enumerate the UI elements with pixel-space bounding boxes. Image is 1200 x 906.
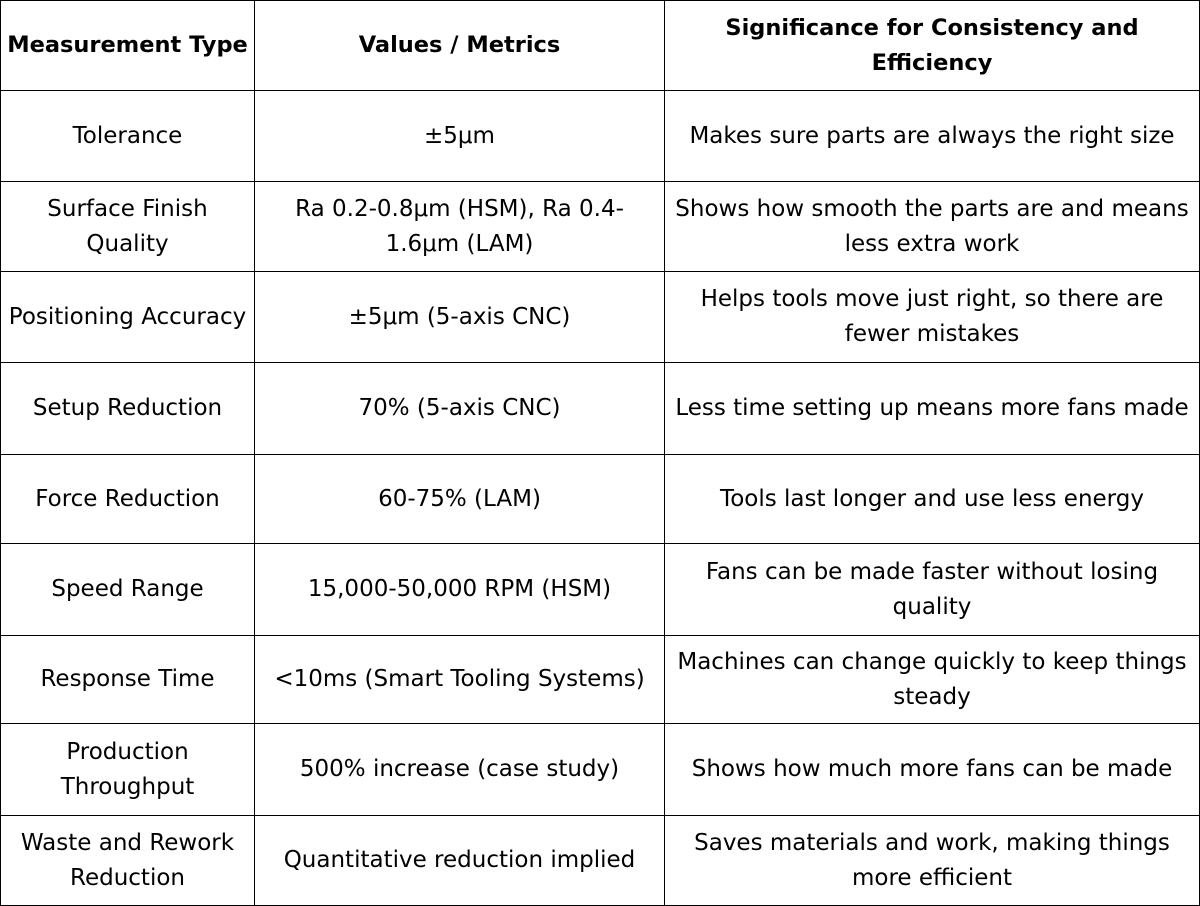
cell-significance: Helps tools move just right, so there are fewer mistakes [665, 272, 1200, 363]
cell-measurement-type: Force Reduction [1, 455, 255, 544]
column-header-measurement-type: Measurement Type [1, 1, 255, 91]
table-row [1, 544, 1200, 636]
cell-significance: Less time setting up means more fans made [665, 363, 1200, 455]
cell-measurement-type: Waste and Rework Reduction [1, 816, 255, 906]
cell-values: <10ms (Smart Tooling Systems) [255, 636, 665, 724]
cell-measurement-type: Response Time [1, 636, 255, 724]
cell-significance: Makes sure parts are always the right size [665, 91, 1200, 182]
cell-significance: Machines can change quickly to keep things steady [665, 636, 1200, 724]
cell-measurement-type: Setup Reduction [1, 363, 255, 455]
cell-measurement-type: Positioning Accuracy [1, 272, 255, 363]
cell-values: ±5μm [255, 91, 665, 182]
cell-significance: Shows how much more fans can be made [665, 724, 1200, 816]
cell-values: ±5μm (5-axis CNC) [255, 272, 665, 363]
cell-measurement-type: Surface Finish Quality [1, 182, 255, 272]
table-row [1, 724, 1200, 816]
column-header-values-metrics: Values / Metrics [255, 1, 665, 91]
cell-measurement-type: Tolerance [1, 91, 255, 182]
cell-measurement-type: Production Throughput [1, 724, 255, 816]
cell-significance: Shows how smooth the parts are and means less extra work [665, 182, 1200, 272]
cell-measurement-type: Speed Range [1, 544, 255, 636]
table-row [1, 182, 1200, 272]
cell-significance: Saves materials and work, making things more efficient [665, 816, 1200, 906]
table-row [1, 636, 1200, 724]
table-row [1, 91, 1200, 182]
cell-values: 60-75% (LAM) [255, 455, 665, 544]
cell-significance: Fans can be made faster without losing quality [665, 544, 1200, 636]
cell-values: 500% increase (case study) [255, 724, 665, 816]
table-row [1, 816, 1200, 906]
table-row [1, 363, 1200, 455]
cell-values: 70% (5-axis CNC) [255, 363, 665, 455]
column-header-significance: Significance for Consistency and Efficiency [665, 1, 1200, 91]
cell-significance: Tools last longer and use less energy [665, 455, 1200, 544]
cell-values: 15,000-50,000 RPM (HSM) [255, 544, 665, 636]
table-row [1, 272, 1200, 363]
table-header-row [1, 1, 1200, 91]
table-row [1, 455, 1200, 544]
cell-values: Quantitative reduction implied [255, 816, 665, 906]
cell-values: Ra 0.2-0.8μm (HSM), Ra 0.4-1.6μm (LAM) [255, 182, 665, 272]
